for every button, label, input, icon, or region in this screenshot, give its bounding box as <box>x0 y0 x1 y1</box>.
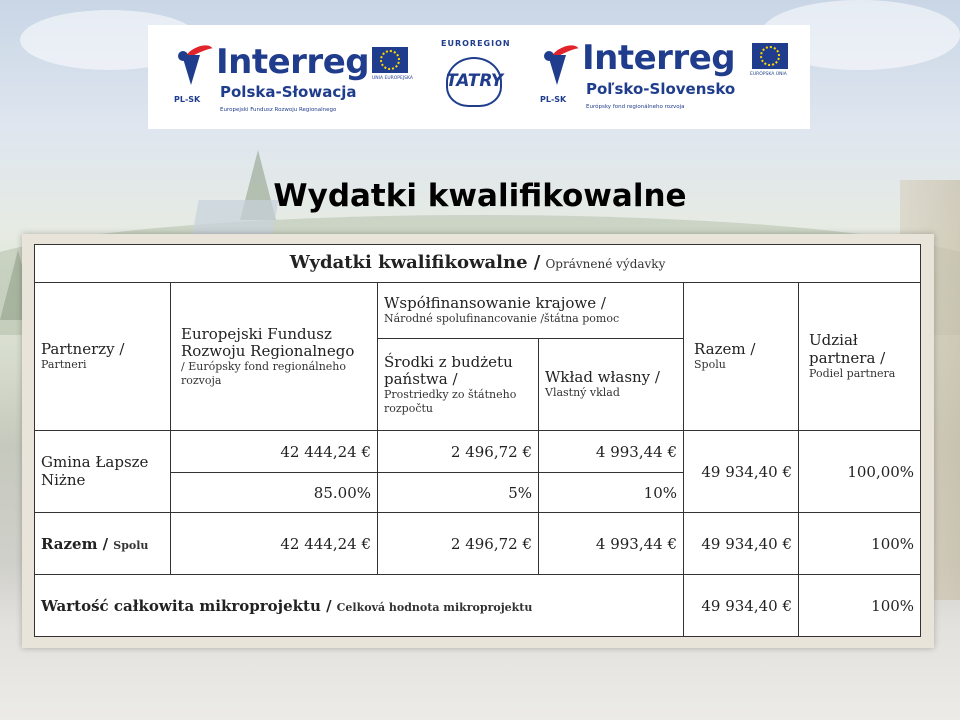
header-state-budget <box>378 339 539 431</box>
header-efrr-pl: Europejski Fundusz Rozwoju Regionalnego <box>181 324 355 360</box>
euroregion-tatry-logo <box>441 39 511 113</box>
header-cofin-pl: Współfinansowanie krajowe / <box>384 294 606 312</box>
partner-name <box>35 431 171 513</box>
grand-label-pl: Wartość całkowita mikroprojektu / <box>41 596 332 615</box>
interreg-sk-logo <box>526 25 810 129</box>
slide-title: Wydatki kwalifikowalne <box>273 178 687 214</box>
pl-sk-figure-icon <box>536 45 582 91</box>
program-name: Polska-Słowacja <box>220 83 357 101</box>
program-name: Poľsko-Slovensko <box>586 80 736 98</box>
sum-row-label <box>35 513 171 575</box>
logo-banner <box>148 25 810 129</box>
grand-total-share: 100% <box>799 575 921 637</box>
sum-total-amount: 49 934,40 € <box>684 513 799 575</box>
header-total-sk: Spolu <box>694 358 726 372</box>
interreg-pl-logo <box>148 25 438 129</box>
interreg-wordmark: Interreg <box>216 42 370 82</box>
fund-note: Europejski Fundusz Rozwoju Regionalnego <box>220 107 337 113</box>
header-total <box>684 283 799 431</box>
table-card <box>22 234 934 648</box>
sum-state-amount: 2 496,72 € <box>378 513 539 575</box>
partner-state-amount: 2 496,72 € <box>378 431 539 473</box>
partner-own-pct: 10% <box>539 473 684 513</box>
sum-label-pl: Razem / <box>41 534 109 553</box>
header-own-contribution <box>539 339 684 431</box>
header-partners-sk: Partneri <box>41 358 87 372</box>
partner-total-amount: 49 934,40 € <box>684 431 799 513</box>
header-total-pl: Razem / <box>694 340 756 358</box>
grand-total-label <box>35 575 684 637</box>
header-cofin-sk: Národné spolufinancovanie /štátna pomoc <box>384 312 620 326</box>
eu-label: UNIA EUROPEJSKA <box>372 76 413 81</box>
eu-flag-icon <box>752 43 788 69</box>
header-partners <box>35 283 171 431</box>
header-cofinancing <box>378 283 684 339</box>
table-caption <box>35 245 921 283</box>
header-efrr <box>171 283 378 431</box>
pl-sk-figure-icon <box>170 45 216 91</box>
sum-efrr-amount: 42 444,24 € <box>171 513 378 575</box>
sum-label-sk: Spolu <box>113 538 149 552</box>
partner-own-amount: 4 993,44 € <box>539 431 684 473</box>
header-share-sk: Podiel partnera <box>809 366 896 380</box>
eu-flag-icon <box>372 47 408 73</box>
caption-sk: Oprávnené výdavky <box>545 257 666 272</box>
eligible-costs-table <box>34 244 921 637</box>
table-paper <box>34 244 920 636</box>
sum-share: 100% <box>799 513 921 575</box>
header-partners-pl: Partnerzy / <box>41 340 125 358</box>
partner-state-pct: 5% <box>378 473 539 513</box>
sum-own-amount: 4 993,44 € <box>539 513 684 575</box>
pl-sk-label: PL-SK <box>540 95 567 104</box>
euroregion-label: EUROREGION <box>441 39 511 48</box>
partner-efrr-pct: 85.00% <box>171 473 378 513</box>
header-own-sk: Vlastný vklad <box>545 386 620 400</box>
pl-sk-label: PL-SK <box>174 95 201 104</box>
partner-efrr-amount: 42 444,24 € <box>171 431 378 473</box>
grand-label-sk: Celková hodnota mikroprojektu <box>336 600 533 614</box>
header-state-sk: Prostriedky zo štátneho rozpočtu <box>384 388 517 415</box>
header-own-pl: Wkład własny / <box>545 368 660 386</box>
header-state-pl: Środki z budżetu państwa / <box>384 352 513 388</box>
header-share-pl: Udział partnera / <box>809 331 886 367</box>
partner-name-text: Gmina Łapsze Niżne <box>41 453 149 489</box>
partner-share: 100,00% <box>799 431 921 513</box>
eu-label: EURÓPSKA ÚNIA <box>750 72 787 77</box>
caption-pl: Wydatki kwalifikowalne / <box>289 252 541 274</box>
interreg-wordmark: Interreg <box>582 38 736 78</box>
header-efrr-sk: / Európsky fond regionálneho rozvoja <box>181 360 346 387</box>
fund-note: Európsky fond regionálneho rozvoja <box>586 104 685 110</box>
grand-total-amount: 49 934,40 € <box>684 575 799 637</box>
header-share <box>799 283 921 431</box>
tatry-label: TATRY <box>446 71 504 91</box>
